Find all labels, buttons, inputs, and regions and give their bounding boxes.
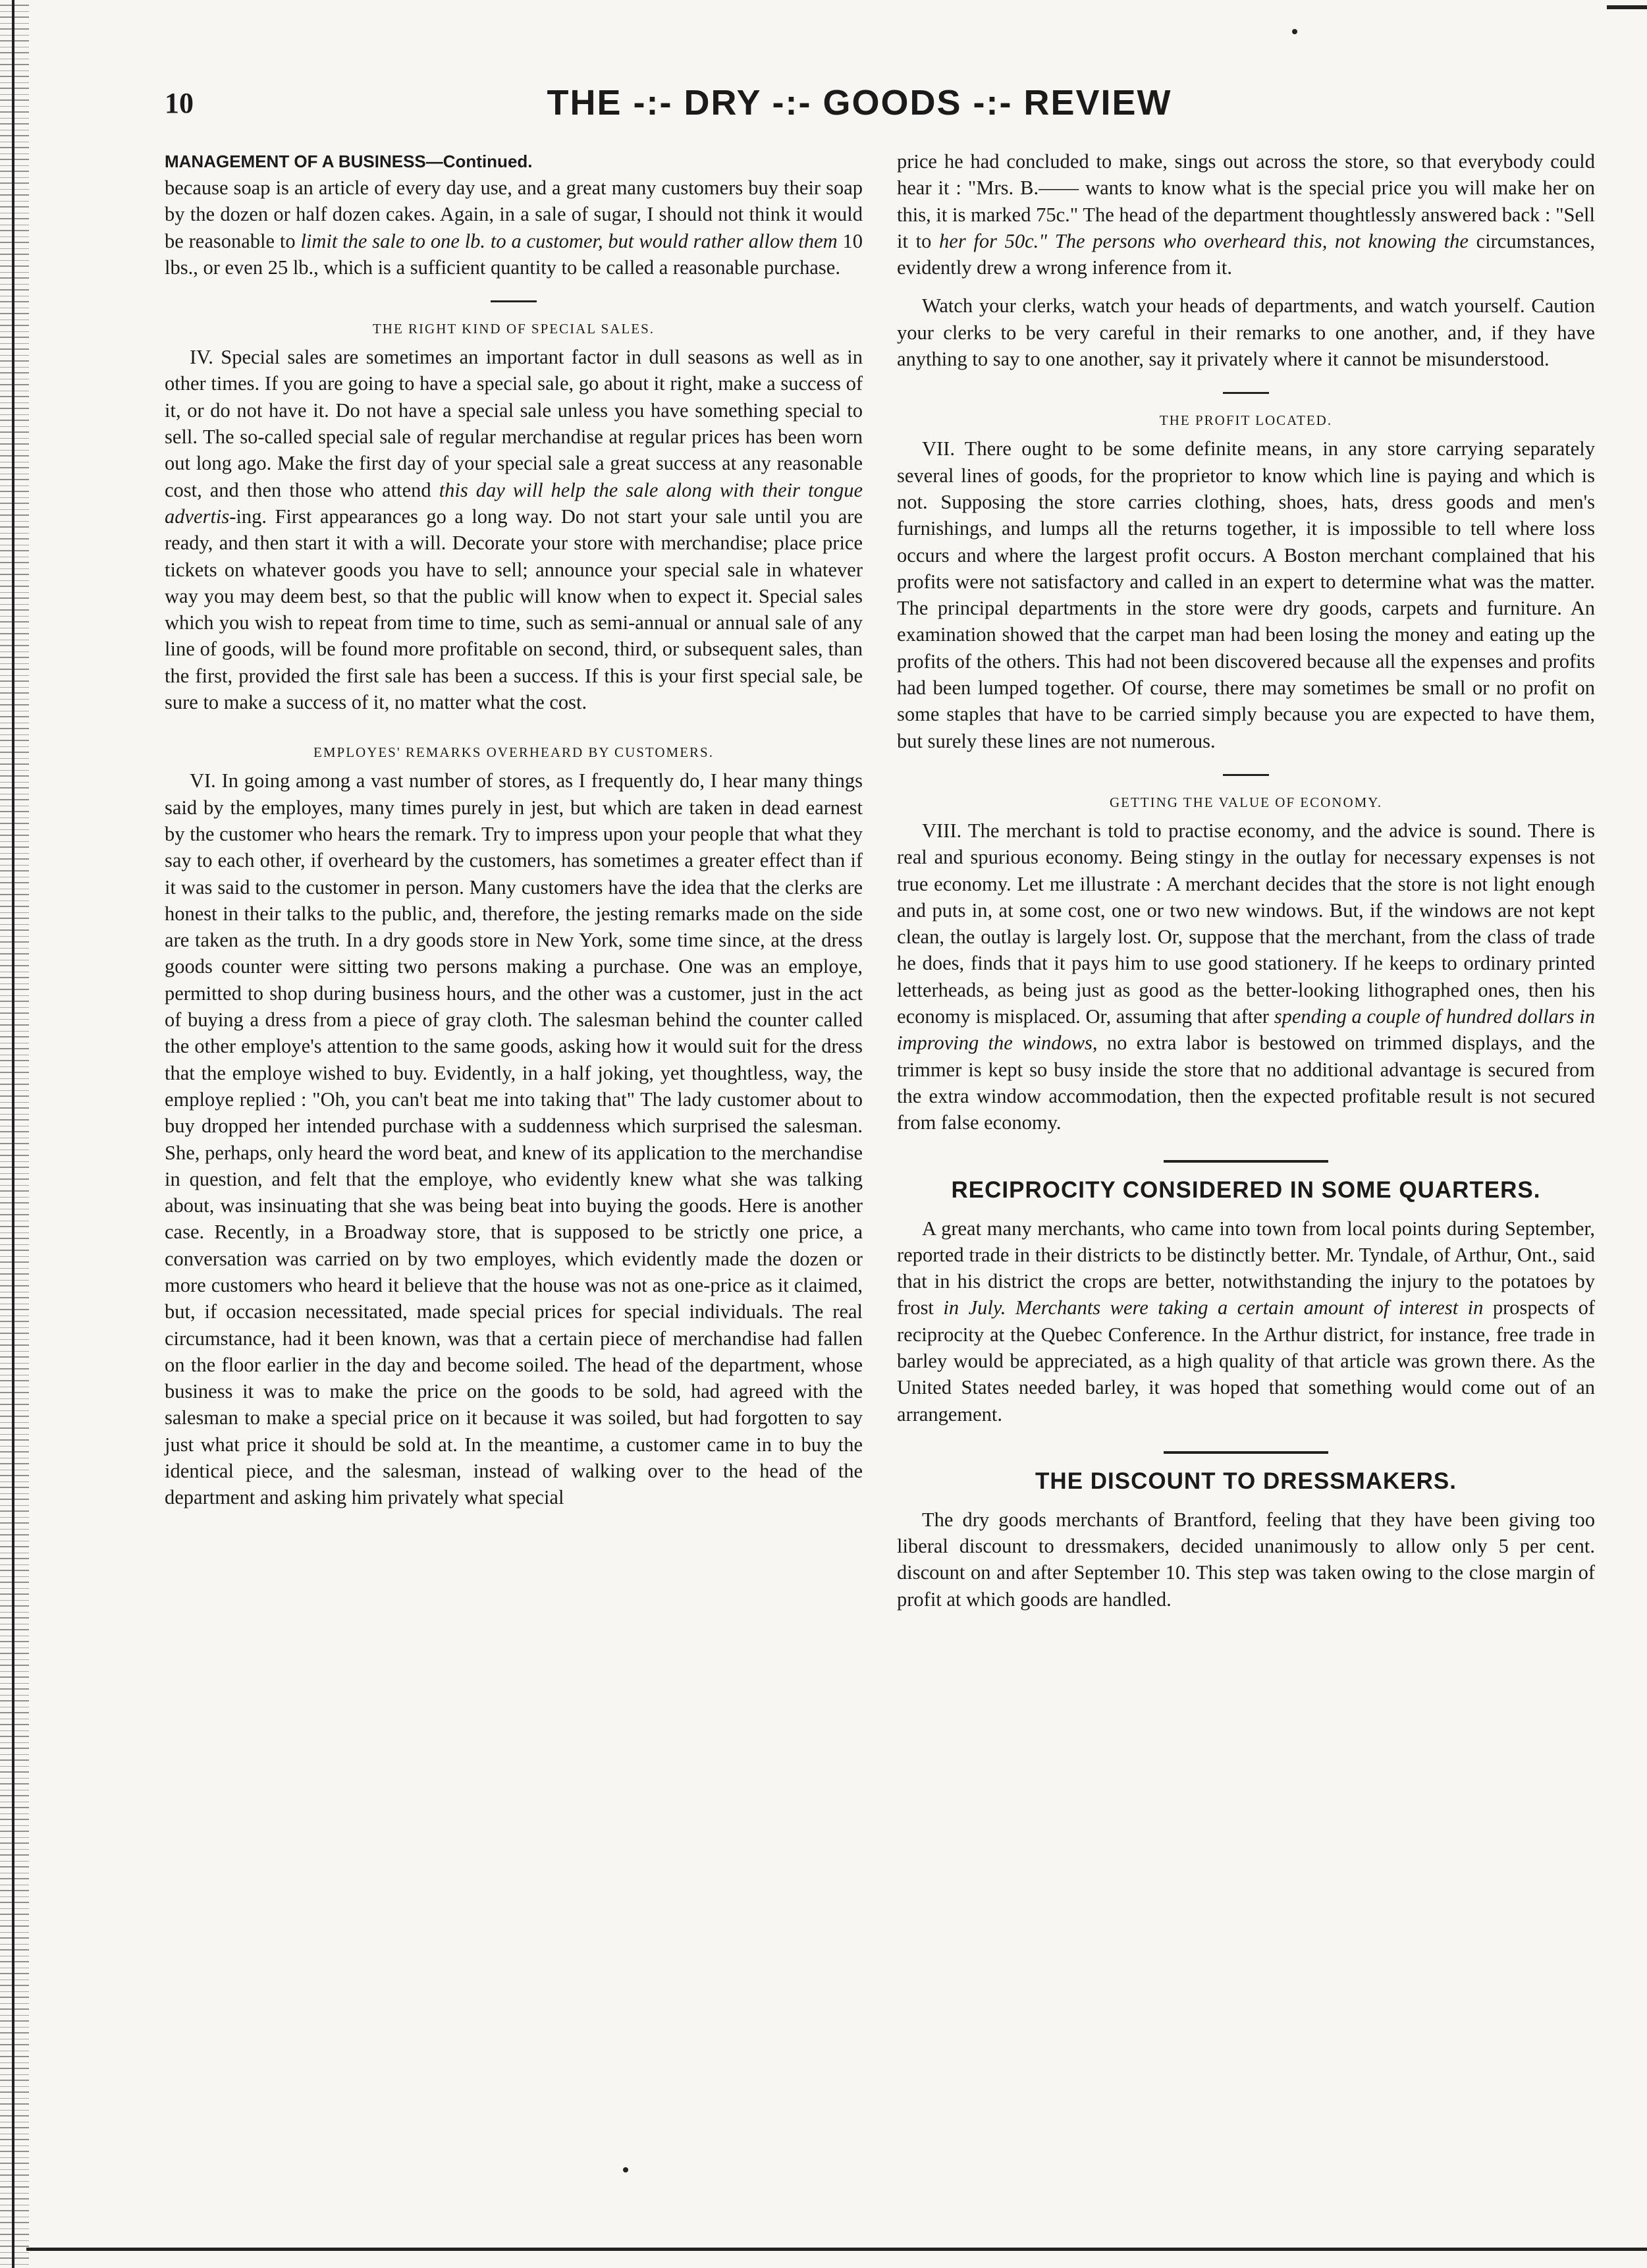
page-number: 10 bbox=[165, 87, 194, 119]
paragraph-soap-sugar: because soap is an article of every day use, and a great many customers buy their soap by the dozen or half dozen cakes. Again, in a sale of sugar, I should not think it would be reasonable to limit the sale to one lb. to a customer, but would rather allow them 10 lbs., or even 25 lb., which is a sufficient quantity to be called a reasonable purchase. bbox=[165, 177, 863, 279]
section-rule bbox=[1164, 1160, 1328, 1163]
heading-reciprocity: RECIPROCITY CONSIDERED IN SOME QUARTERS. bbox=[951, 1176, 1541, 1203]
paragraph-profit-located: VII. There ought to be some definite means, in any store carrying separately several lines of goods, for the proprietor to know which line is paying and which is not. Supposing the store carries clothing, shoes, hats, dress goods and men's furnishings, and lumps all the returns together, it is impossible to tell where loss occurs and where the largest profit occurs. A Boston merchant complained that his profits were not satisfactory and called in an expert to determine what was the matter. The principal departments in the store were dry goods, carpets and furniture. An examination showed that the carpet man had been losing the money and eating up the profits of the others. This had not been discovered because all the expenses and profits had been lumped together. Of course, there may sometimes be small or no profit on some staples that have to be carried simply because you are expected to have them, but surely these lines are not numerous. bbox=[897, 437, 1595, 752]
left-column bbox=[165, 148, 863, 1511]
speck-dot bbox=[623, 2167, 628, 2172]
paragraph-special-sales: IV. Special sales are sometimes an important factor in dull seasons as well as in other times. If you are going to have a special sale, go about it right, make a success of it, or do not have it. Do not have a special sale unless you have something special to sell. The so-called special sale of regular merchandise at regular prices has been worn out long ago. Make the first day of your special sale a great success at any reasonable cost, and then those who attend this day will help the sale along with their tongue advertis-ing. First appearances go a long way. Do not start your sale until you are ready, and then start it with a will. Decorate your store with merchandise; place price tickets on whatever goods you have to sell; announce your special sale in whatever way you may deem best, so that the public will know when to expect it. Special sales which you wish to repeat from time to time, such as semi-annual or annual sale of any line of goods, will be found more profitable on second, third, or subsequent sales, than the first, provided the first sale has been a success. If this is your first special sale, be sure to make a success of it, no matter what the cost. bbox=[165, 346, 863, 714]
running-head: MANAGEMENT OF A BUSINESS—Continued. bbox=[165, 152, 533, 171]
paragraph-discount-dressmakers: The dry goods merchants of Brantford, feeling that they have been giving too liberal discount to dressmakers, decided unanimously to allow only 5 per cent. discount on and after September 10. This step was taken owing to the close margin of profit at which goods are handled. bbox=[897, 1508, 1595, 1611]
heading-profit-located: THE PROFIT LOCATED. bbox=[1159, 412, 1333, 429]
heading-discount-dressmakers: THE DISCOUNT TO DRESSMAKERS. bbox=[1035, 1468, 1457, 1494]
speck-dot bbox=[1292, 29, 1297, 34]
section-rule bbox=[491, 300, 537, 302]
section-rule bbox=[1223, 392, 1269, 394]
publication-title: THE -:- DRY -:- GOODS -:- REVIEW bbox=[547, 83, 1172, 123]
heading-employes-remarks: EMPLOYES' REMARKS OVERHEARD BY CUSTOMERS. bbox=[313, 744, 714, 761]
heading-special-sales: THE RIGHT KIND OF SPECIAL SALES. bbox=[372, 321, 655, 337]
paragraph-value-economy: VIII. The merchant is told to practise economy, and the advice is sound. There is real and spurious economy. Being stingy in the outlay for necessary expenses is not true economy. Let me illustrate : A merchant decides that the store is not light enough and puts in, at some cost, one or two new windows. But, if the windows are not kept clean, the outlay is largely lost. Or, suppose that the merchant, from the class of trade he does, finds that it pays him to use good stationery. If he keeps to ordinary printed letterheads, as being just as good as the better-looking lithographed ones, then his economy is misplaced. Or, assuming that after spending a couple of hundred dollars in improving the windows, no extra labor is bestowed on trimmed displays, and the trimmer is kept so busy inside the store that no additional advantage is secured from the extra window accommodation, then the expected profitable result is not secured from false economy. bbox=[897, 819, 1595, 1134]
binding-line bbox=[12, 0, 14, 2268]
paragraph-employes-remarks: VI. In going among a vast number of stores, as I frequently do, I hear many things said by the employes, many times purely in jest, but which are taken in dead earnest by the customer who hears the remark. Try to impress upon your people that what they say to each other, if overheard by the customers, has sometimes a greater effect than if it was said to the customer in person. Many customers have the idea that the clerks are honest in their talks to the public, and, therefore, the jesting remarks made on the side are taken as the truth. In a dry goods store in New York, some time since, at the dress goods counter were sitting two persons making a purchase. One was an employe, permitted to shop during business hours, and the other was a customer, just in the act of buying a dress from a piece of gray cloth. The salesman behind the counter called the other employe's attention to the same goods, asking how it would suit for the dress that the employe wished to buy. Evidently, in a half joking, yet thoughtless, way, the employe replied : "Oh, you can't beat me into taking that" The lady customer about to buy dropped her intended purchase with a suddenness which surprised the salesman. She, perhaps, only heard the word beat, and knew of its application to the merchandise in question, and felt that the employe, who evidently knew what she was talking about, was insinuating that she was being beat into buying the goods. Here is another case. Recently, in a Broadway store, that is supposed to be strictly one price, a conversation was carried on by two employes, which evidently made the dozen or more customers who heard it believe that the house was not as one-price as it claimed, but, if occasion necessitated, made special prices for special individuals. The real circumstance, had it been known, was that a certain piece of merchandise had fallen on the floor earlier in the day and become soiled. The head of the department, whose business it was to make the price on the goods to be sold, had agreed with the salesman to make a special price on it because it was soiled, but had forgotten to say just what price it should be sold at. In the meantime, a customer came in to buy the identical piece, and the salesman, instead of walking over to the head of the department and asking him privately what special bbox=[165, 769, 863, 1509]
heading-value-economy: GETTING THE VALUE OF ECONOMY. bbox=[1109, 794, 1383, 810]
paragraph-watch-clerks: Watch your clerks, watch your heads of departments, and watch yourself. Caution your clerks to be very careful in their remarks to one another, and, if they have anything to say to one another, say it privately where it cannot be misunderstood. bbox=[897, 294, 1595, 371]
paragraph-reciprocity: A great many merchants, who came into town from local points during September, reported trade in their districts to be distinctly better. Mr. Tyndale, of Arthur, Ont., said that in his district the crops are better, notwithstanding the injury to the potatoes by frost in July. Merchants were taking a certain amount of interest in prospects of reciprocity at the Quebec Conference. In the Arthur district, for instance, free trade in barley would be appreciated, as a high quality of that article was grown there. As the United States needed barley, it was hoped that something would come out of an arrangement. bbox=[897, 1217, 1595, 1425]
right-column bbox=[897, 148, 1595, 1613]
section-rule bbox=[1164, 1451, 1328, 1454]
binding-edge bbox=[0, 0, 29, 2268]
bottom-rule bbox=[26, 2248, 1647, 2251]
corner-rule bbox=[1607, 5, 1647, 9]
page-header bbox=[165, 82, 1554, 135]
paragraph-special-price: price he had concluded to make, sings out across the store, so that everybody could hear it : "Mrs. B.—— wants to know what is the special price you will make her on this, it is marked 75c." The head of the department thoughtlessly answered back : "Sell it to her for 50c." The persons who overheard this, not knowing the circumstances, evidently drew a wrong inference from it. bbox=[897, 150, 1595, 279]
section-rule bbox=[1223, 774, 1269, 776]
